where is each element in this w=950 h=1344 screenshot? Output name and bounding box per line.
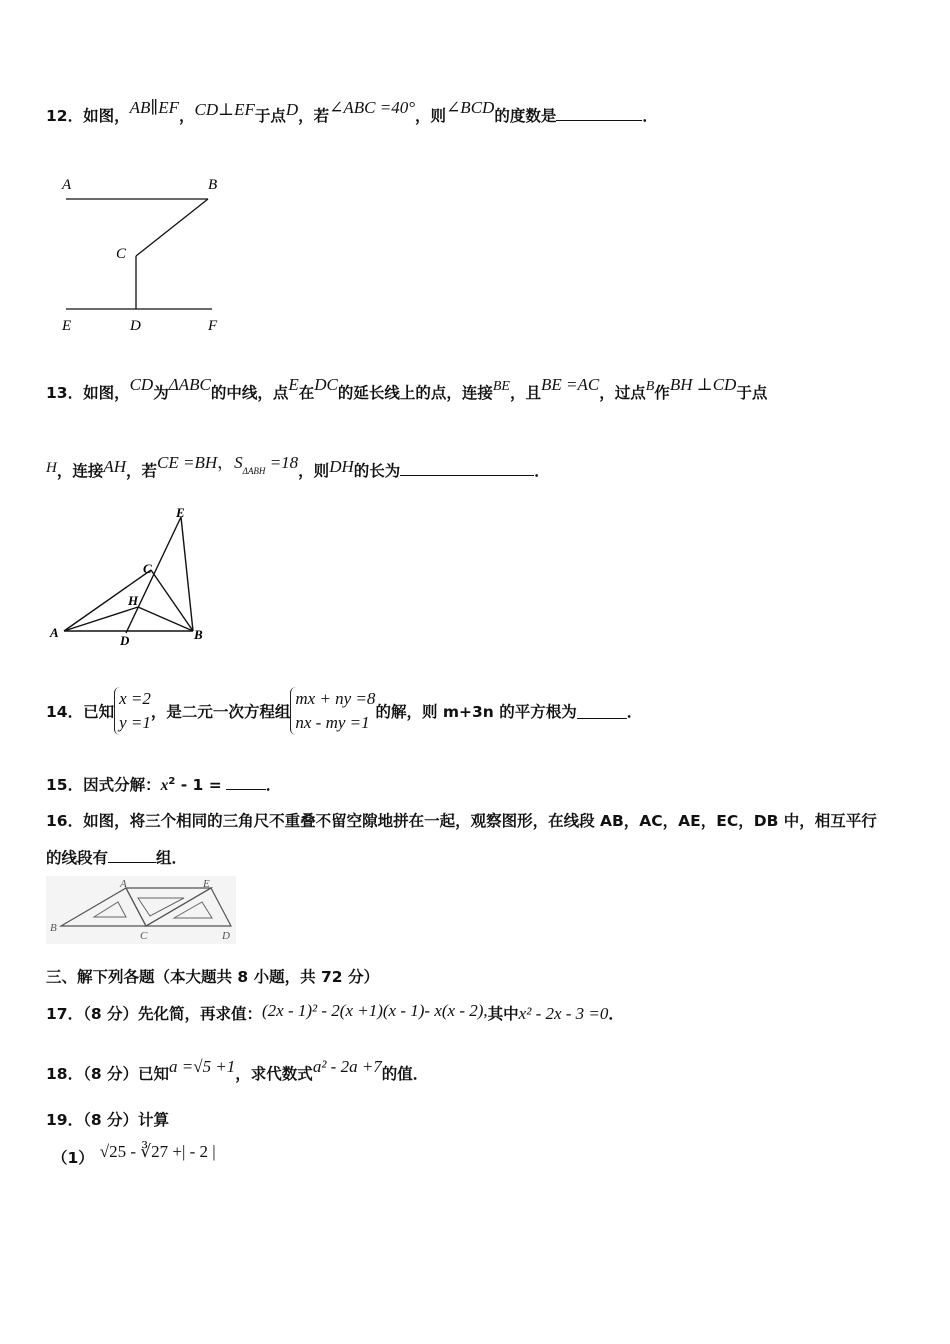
- q13-text-7: 作: [654, 384, 670, 402]
- q14-equation-2: nx - my =1: [295, 713, 370, 732]
- q17-end: ．: [608, 1005, 624, 1023]
- question-19: [46, 1108, 169, 1130]
- q13-text-3: 在: [298, 384, 315, 402]
- q13-label-e: E: [176, 505, 185, 520]
- q18-number: 18．（8 分）已知: [46, 1065, 170, 1083]
- q18-given: a =√5 +1: [169, 1057, 236, 1076]
- q15-number: 15．因式分解：: [46, 776, 161, 794]
- q13-label-d: D: [120, 633, 130, 648]
- q14-solution-system: [114, 687, 151, 735]
- q12-label-c: C: [116, 246, 127, 262]
- question-18: [46, 1057, 429, 1084]
- question-13-line-1: [46, 375, 768, 403]
- section-3-heading: [46, 965, 379, 987]
- q12-math-bcd: ∠BCD: [446, 98, 495, 117]
- q15-expr-rest: - 1 =: [175, 776, 222, 794]
- q13-text-2: 的中线，点: [210, 384, 289, 402]
- q16-figure: [46, 876, 236, 944]
- q14-text-1: ，是二元一次方程组: [150, 703, 291, 721]
- q13-text-10: ，若: [126, 462, 158, 480]
- q15-answer-blank[interactable]: [226, 775, 266, 790]
- q13-comma: ，: [217, 453, 235, 472]
- q17-condition: x² - 2x - 3 =0: [518, 1004, 609, 1023]
- q16-label-a: A: [120, 878, 127, 890]
- q14-solution-y: y =1: [119, 713, 151, 732]
- q13-figure: [46, 503, 226, 651]
- q19-number: 19．（8 分）计算: [46, 1111, 170, 1129]
- q13-math-s: S: [234, 453, 243, 472]
- q17-text-1: 其中: [487, 1005, 519, 1023]
- q15-expr-exponent: 2: [168, 775, 176, 787]
- q13-label-a: A: [50, 625, 59, 640]
- q12-answer-blank[interactable]: [556, 106, 642, 121]
- q13-math-be-ac: BE =AC: [541, 375, 600, 394]
- q13-answer-blank[interactable]: [400, 461, 534, 476]
- q13-math-dc: DC: [314, 375, 338, 394]
- q12-math-angle: ∠ABC =40°: [329, 98, 416, 117]
- q13-text-9: ，连接: [56, 462, 104, 480]
- q13-math-triangle: ΔABC: [168, 375, 211, 394]
- q14-text-2: 的解，则 m+3n 的平方根为: [375, 703, 577, 721]
- q12-label-a: A: [62, 177, 72, 193]
- q13-math-ah: AH: [103, 457, 127, 476]
- q13-math-be: BE: [492, 379, 510, 394]
- q13-math-h: H: [46, 460, 57, 476]
- q19-part-1-label: （1）: [52, 1149, 94, 1167]
- q12-number: 12．如图，: [46, 107, 130, 125]
- q18-text-1: ，求代数式: [235, 1065, 313, 1083]
- q13-math-eq-18: =18: [265, 453, 299, 472]
- section-3-title: 三、解下列各题（本大题共 8 小题，共 72 分）: [46, 968, 379, 986]
- q12-figure: [56, 172, 236, 342]
- q12-math-parallel: AB∥EF: [129, 98, 179, 117]
- q13-text-12: ，则: [298, 462, 330, 480]
- q12-math-perp: CD⊥EF: [194, 100, 255, 119]
- q12-comma: ，: [178, 107, 195, 125]
- q16-label-b: B: [50, 922, 57, 934]
- question-16-line-2: [46, 846, 187, 868]
- q13-label-b: B: [194, 627, 203, 642]
- question-19-part-1: [52, 1142, 216, 1168]
- q13-math-bh-cd: BH ⊥CD: [669, 375, 737, 394]
- q19-expression: √25 - ∛27 +| - 2 |: [99, 1142, 216, 1161]
- q14-answer-blank[interactable]: [577, 704, 627, 719]
- q18-text-2: 的值．: [381, 1065, 429, 1083]
- q12-text-2: 于点: [254, 107, 286, 125]
- q12-text-5: 的度数是: [494, 107, 557, 125]
- q12-label-d: D: [130, 318, 141, 334]
- q14-equation-1: mx + ny =8: [295, 689, 376, 708]
- q12-text-4: ，则: [415, 107, 447, 125]
- q16-label-e: E: [203, 878, 210, 890]
- q14-number: 14．已知: [46, 703, 115, 721]
- q18-expression: a² - 2a +7: [312, 1057, 382, 1076]
- q16-text-2b: 组．: [156, 849, 188, 867]
- q13-label-c: C: [143, 561, 152, 576]
- question-15: [46, 773, 281, 795]
- q12-end: ．: [642, 107, 658, 125]
- q16-label-d: D: [222, 930, 230, 942]
- q13-label-h: H: [128, 593, 139, 608]
- q17-number: 17．（8 分）先化简，再求值：: [46, 1005, 263, 1023]
- q12-label-f: F: [208, 318, 218, 334]
- q13-text-13: 的长为: [353, 462, 401, 480]
- q14-end: ．: [626, 703, 643, 721]
- question-16-line-1: [46, 809, 877, 831]
- q13-math-dh: DH: [329, 457, 354, 476]
- q13-math-e: E: [288, 375, 299, 394]
- q15-end: ．: [265, 776, 282, 794]
- q13-number: 13．如图，: [46, 384, 130, 402]
- question-14: [46, 687, 642, 735]
- q16-text-1: 16．如图，将三个相同的三角尺不重叠不留空隙地拼在一起，观察图形，在线段 AB，AC，AE，EC，DB 中，相互平行: [46, 812, 877, 830]
- question-17: [46, 1002, 624, 1024]
- q13-math-s-sub: ΔABH: [242, 466, 266, 477]
- q12-math-d: D: [285, 100, 299, 119]
- q16-label-c: C: [140, 930, 148, 942]
- question-12: [46, 98, 658, 126]
- q13-math-b: B: [645, 379, 655, 394]
- q16-answer-blank[interactable]: [108, 848, 156, 863]
- q13-math-ce-bh: CE =BH: [157, 453, 218, 472]
- q12-label-b: B: [208, 177, 218, 193]
- q13-text-5: ，且: [509, 384, 541, 402]
- q15-expr-x: x: [160, 777, 169, 794]
- q13-math-cd: CD: [129, 375, 154, 394]
- q12-label-e: E: [62, 318, 72, 334]
- q17-expression: (2x - 1)² - 2(x +1)(x - 1)- x(x - 2),: [262, 1001, 488, 1020]
- q13-text-4: 的延长线上的点，连接: [337, 384, 493, 402]
- q13-text-6: ，过点: [599, 384, 646, 402]
- q13-text-1: 为: [153, 384, 169, 402]
- q12-text-3: ，若: [298, 107, 330, 125]
- q13-text-8: 于点: [736, 384, 768, 402]
- q14-equation-system: [290, 687, 375, 735]
- q14-solution-x: x =2: [119, 689, 151, 708]
- q16-text-2a: 的线段有: [46, 849, 109, 867]
- question-13-line-2: [46, 453, 550, 482]
- q13-end: ．: [534, 462, 550, 480]
